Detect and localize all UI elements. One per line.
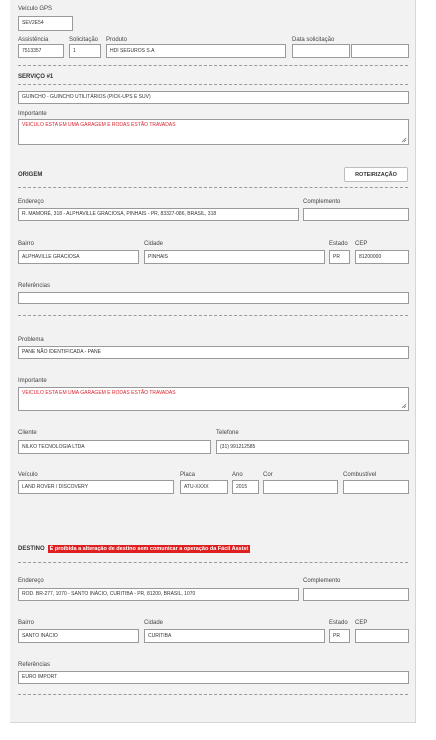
destino-complemento-label: Complemento xyxy=(303,578,341,584)
cliente-field[interactable]: NILKO TECNOLOGIA LTDA xyxy=(18,440,211,454)
origem-bairro-label: Bairro xyxy=(18,241,35,247)
destino-title-text: DESTINO xyxy=(18,546,45,552)
service-form-panel xyxy=(10,0,416,723)
destino-bairro-label: Bairro xyxy=(18,620,35,626)
origem-complemento-field[interactable] xyxy=(303,208,409,221)
destino-endereco-field[interactable]: ROD. BR-277, 1070 - SANTO INÁCIO, CURITIBA - PR, 81200, BRASIL, 1070 xyxy=(18,588,299,601)
solicitacao-label: Solicitação xyxy=(69,37,99,43)
placa-label: Placa xyxy=(180,472,196,478)
resize-handle-icon[interactable] xyxy=(401,403,407,409)
produto-label: Produto xyxy=(106,37,128,43)
divider xyxy=(18,65,408,66)
problema-important-label: Importante xyxy=(18,378,47,384)
combustivel-field[interactable] xyxy=(343,480,409,494)
origem-estado-field[interactable]: PR xyxy=(329,250,350,264)
origem-cep-field[interactable]: 81200000 xyxy=(355,250,409,264)
ano-field[interactable]: 2015 xyxy=(232,480,259,494)
cor-field[interactable] xyxy=(263,480,338,494)
problema-label: Problema xyxy=(18,337,44,343)
origem-complemento-label: Complemento xyxy=(303,199,341,205)
origem-cidade-field[interactable]: PINHAIS xyxy=(144,250,325,264)
destino-complemento-field[interactable] xyxy=(303,588,409,601)
resize-handle-icon[interactable] xyxy=(401,137,407,143)
data-solicitacao-time-field[interactable] xyxy=(351,44,409,58)
destino-estado-label: Estado xyxy=(329,620,348,626)
destino-cidade-label: Cidade xyxy=(144,620,164,626)
divider xyxy=(18,315,408,316)
problema-important-text: VEICULO ESTA EM UMA GARAGEM E RODAS ESTÃO TRAVADAS xyxy=(22,390,176,396)
destino-referencias-label: Referências xyxy=(18,662,51,668)
destino-cidade-field[interactable]: CURITIBA xyxy=(144,629,325,643)
problema-important-textarea[interactable] xyxy=(18,387,409,411)
origem-bairro-field[interactable]: ALPHAVILLE GRACIOSA xyxy=(18,250,139,264)
origem-cep-label: CEP xyxy=(355,241,368,247)
veiculo-label: Veículo xyxy=(18,472,38,478)
destino-endereco-label: Endereço xyxy=(18,578,44,584)
vehicle-gps-label: Veículo GPS xyxy=(18,6,53,12)
telefone-field[interactable]: (31) 991212585 xyxy=(216,440,409,454)
veiculo-field[interactable]: LAND ROVER / DISCOVERY xyxy=(18,480,174,494)
service-important-textarea[interactable] xyxy=(18,119,409,145)
origem-referencias-label: Referências xyxy=(18,283,51,289)
vehicle-gps-field[interactable]: SEV2E54 xyxy=(18,16,73,31)
destino-bairro-field[interactable]: SANTO INÁCIO xyxy=(18,629,139,643)
cliente-label: Cliente xyxy=(18,430,37,436)
origem-cidade-label: Cidade xyxy=(144,241,164,247)
destino-cep-label: CEP xyxy=(355,620,368,626)
origem-endereco-field[interactable]: R. MAMORÉ, 318 - ALPHAVILLE GRACIOSA, PINHAIS - PR, 83327-086, BRASIL, 318 xyxy=(18,208,299,221)
destino-referencias-field[interactable]: EURO IMPORT xyxy=(18,671,409,684)
service-type-field[interactable]: GUINCHO - GUINCHO UTILITÁRIOS (PICK-UPS E SUV) xyxy=(18,91,409,104)
origem-endereco-label: Endereço xyxy=(18,199,44,205)
assistencia-field[interactable]: 7513357 xyxy=(18,44,64,58)
telefone-label: Telefone xyxy=(216,430,239,436)
data-solicitacao-date-field[interactable] xyxy=(292,44,350,58)
ano-label: Ano xyxy=(232,472,243,478)
placa-field[interactable]: ATU-XXXX xyxy=(180,480,228,494)
divider xyxy=(18,187,408,188)
routing-button[interactable]: ROTEIRIZAÇÃO xyxy=(344,167,408,182)
origem-section-title: ORIGEM xyxy=(18,172,43,178)
service-important-label: Importante xyxy=(18,111,47,117)
service-section-title: SERVIÇO #1 xyxy=(18,74,54,80)
service-important-text: VEICULO ESTA EM UMA GARAGEM E RODAS ESTÃO TRAVADAS xyxy=(22,122,176,128)
destino-cep-field[interactable] xyxy=(355,629,409,643)
produto-field[interactable]: HDI SEGUROS S.A xyxy=(106,44,286,58)
divider xyxy=(18,694,408,695)
origem-estado-label: Estado xyxy=(329,241,348,247)
divider xyxy=(18,562,408,563)
destino-warning-badge: É proibida a alteração de destino sem comunicar a operação da Fácil Assist xyxy=(49,546,249,552)
combustivel-label: Combustível xyxy=(343,472,377,478)
solicitacao-field[interactable]: 1 xyxy=(69,44,101,58)
assistencia-label: Assistência xyxy=(18,37,49,43)
problema-field[interactable]: PANE NÃO IDENTIFICADA - PANE xyxy=(18,346,409,359)
destino-section-title xyxy=(18,545,250,553)
data-solicitacao-label: Data solicitação xyxy=(292,37,335,43)
divider xyxy=(18,84,408,85)
cor-label: Cor xyxy=(263,472,273,478)
origem-referencias-field[interactable] xyxy=(18,292,409,304)
destino-estado-field[interactable]: PR xyxy=(329,629,350,643)
